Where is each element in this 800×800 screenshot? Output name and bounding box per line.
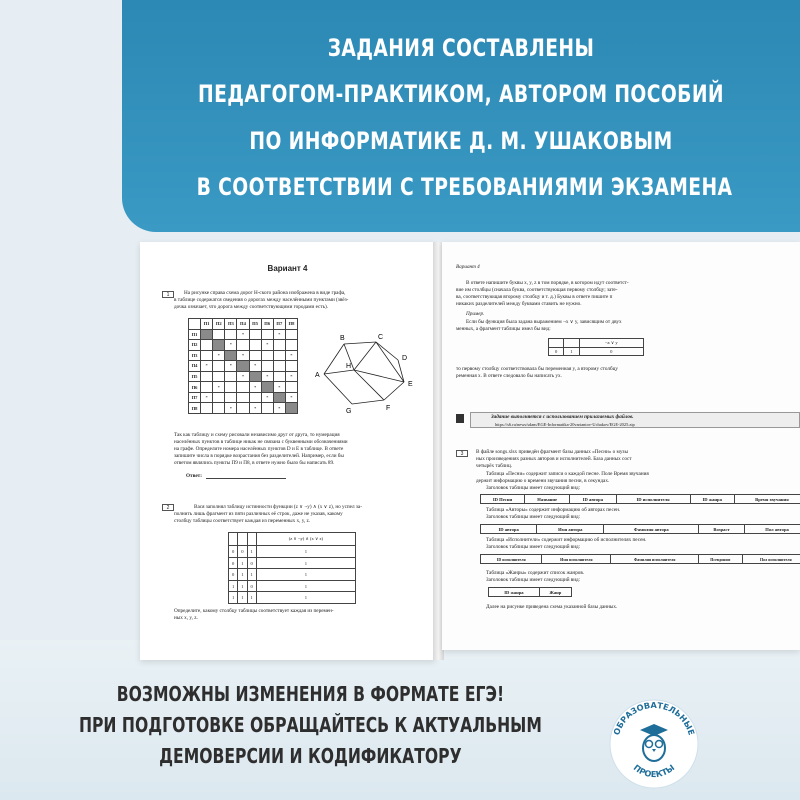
adj-cell xyxy=(261,361,273,372)
variant-title: Вариант 4 xyxy=(267,264,308,273)
task-1-desc-1: Так как таблицу и схему рисовали независимо друг от друга, то нумерация xyxy=(174,432,340,438)
header-cell: ID жанра xyxy=(690,495,734,504)
t2-text-2: Заголовок таблицы имеет следующий вид: xyxy=(486,514,581,520)
adj-cell xyxy=(213,340,225,351)
bottom-line-1: ВОЗМОЖНЫ ИЗМЕНЕНИЯ В ФОРМАТЕ ЕГЭ! xyxy=(116,682,505,706)
task-1-text-3: дочка означает, что дорога между соответствующими городами есть). xyxy=(174,304,328,310)
right-text2-2: ременная x. В ответе следовало бы написать yx. xyxy=(456,373,562,379)
adj-corner-cell xyxy=(189,319,201,330)
adj-cell xyxy=(273,340,285,351)
task-2-number: 2 xyxy=(162,504,174,511)
example-cell: 1 xyxy=(564,348,579,356)
adj-cell xyxy=(225,392,237,403)
adj-cell xyxy=(285,340,297,351)
header-cell: Пол автора xyxy=(745,525,800,534)
adj-cell xyxy=(201,371,213,382)
header-cell: Имя исполнителя xyxy=(542,555,611,564)
adj-cell: * xyxy=(249,382,261,393)
adj-cell xyxy=(213,371,225,382)
adj-cell xyxy=(285,382,297,393)
adj-cell: * xyxy=(225,361,237,372)
bottom-line-3: ДЕМОВЕРСИИ И КОДИФИКАТОРУ xyxy=(159,744,462,768)
task-1-desc-3: на графе. Определите номера населённых пунктов D и E в таблице. В ответе xyxy=(174,446,344,452)
adj-header-cell: П3 xyxy=(225,319,237,330)
authors-table-header xyxy=(480,524,800,534)
example-cell: 0 xyxy=(579,348,643,356)
banner-line-3: ПО ИНФОРМАТИКЕ Д. М. УШАКОВЫМ xyxy=(249,127,673,155)
example-text-1: Если бы функция была задана выражением ¬x ∨ y, зависящим от двух xyxy=(466,319,622,325)
truth-cell: 1 xyxy=(247,569,256,581)
adj-cell: * xyxy=(237,371,249,382)
header-cell: Время звучания xyxy=(734,495,800,504)
truth-cell: 0 xyxy=(229,546,238,558)
performers-table-header xyxy=(480,554,800,564)
task-3-footer: Далее на рисунке приведена схема указанной базы данных. xyxy=(486,604,618,610)
adj-cell: * xyxy=(285,392,297,403)
adj-header-cell: П7 xyxy=(273,319,285,330)
songs-table-header xyxy=(480,494,800,504)
adj-cell: * xyxy=(285,350,297,361)
adj-cell xyxy=(225,350,237,361)
t4-text-2: Заголовок таблицы имеет следующий вид: xyxy=(486,577,581,583)
adj-cell: * xyxy=(249,361,261,372)
task-1-number: 1 xyxy=(162,291,174,298)
t3-text-1: Таблица «Исполнители» содержит информацию об исполнителях песен. xyxy=(486,537,647,543)
task-2-desc-1: Определите, какому столбцу таблицы соответствует каждая из перемен- xyxy=(174,608,334,614)
adj-header-cell: П5 xyxy=(249,319,261,330)
adj-cell xyxy=(249,392,261,403)
logo-top-text: ОБРАЗОВАТЕЛЬНЫЕ xyxy=(611,699,697,737)
adj-cell: * xyxy=(213,350,225,361)
adj-header-cell: П6 xyxy=(261,319,273,330)
adj-cell xyxy=(213,403,225,414)
t1-text-1: Таблица «Песни» содержит записи о каждой песне. Поле Время звучания xyxy=(486,471,649,477)
adj-cell xyxy=(237,382,249,393)
adj-cell xyxy=(201,382,213,393)
adj-cell xyxy=(273,361,285,372)
truth-table xyxy=(228,532,356,604)
adj-cell xyxy=(225,329,237,340)
task-2-text-3: столбцу таблицы соответствует каждая из переменных x, y, z. xyxy=(174,518,311,524)
right-text-3: ва, соответствующая второму столбцу и т. д.) Буквы в ответе пишите п xyxy=(456,294,613,300)
task-1-answer-label: Ответ: xyxy=(186,473,202,479)
adj-row-label: П6 xyxy=(189,382,201,393)
header-cell: Возраст xyxy=(699,525,745,534)
adj-header-cell: П4 xyxy=(237,319,249,330)
adj-cell: * xyxy=(285,371,297,382)
adj-cell: * xyxy=(261,340,273,351)
node-a-label: A xyxy=(315,372,320,379)
adj-cell xyxy=(237,340,249,351)
truth-cell: 1 xyxy=(238,569,247,581)
header-cell: ID Песни xyxy=(481,495,525,504)
adj-cell xyxy=(261,350,273,361)
truth-cell: 0 xyxy=(229,569,238,581)
adj-cell: * xyxy=(225,340,237,351)
adj-cell xyxy=(213,361,225,372)
task-3-text-2: ных произведениях разных авторов и исполнителей. База данных сост xyxy=(476,456,632,462)
right-page xyxy=(442,242,800,650)
truth-table-header: (z ∨ ¬y) ∧ (x ∨ z) xyxy=(256,533,355,546)
t2-text-1: Таблица «Авторы» содержит информацию об авторах песен. xyxy=(486,507,621,513)
node-f-label: F xyxy=(386,405,391,412)
adj-row-label: П2 xyxy=(189,340,201,351)
adj-cell xyxy=(285,361,297,372)
notice-link[interactable]: https://s6.ru/news/sdam/EGE-Informatika-20variantov-Uchakov/EGE-2025.zip xyxy=(495,422,635,427)
t4-text-1: Таблица «Жанры» содержит список жанров. xyxy=(486,570,585,576)
adj-row-label: П4 xyxy=(189,361,201,372)
truth-cell: 1 xyxy=(229,580,238,592)
task-1-desc-2: населённых пунктов в таблице никак не связана с буквенными обозначениями xyxy=(174,439,348,445)
adj-cell xyxy=(273,392,285,403)
truth-cell: 1 xyxy=(256,580,355,592)
t1-text-2: держит информацию о времени звучания песни, в секундах. xyxy=(476,478,610,484)
truth-cell: 1 xyxy=(256,569,355,581)
adj-cell xyxy=(201,340,213,351)
truth-cell: 1 xyxy=(256,592,355,604)
adj-cell: * xyxy=(273,329,285,340)
example-table xyxy=(548,338,644,356)
adj-cell: * xyxy=(273,382,285,393)
adj-header-cell: П2 xyxy=(213,319,225,330)
example-cell: 0 xyxy=(549,348,564,356)
notice-box xyxy=(470,412,800,428)
truth-cell: 0 xyxy=(247,557,256,569)
adj-row-label: П1 xyxy=(189,329,201,340)
adj-cell xyxy=(249,340,261,351)
truth-cell: 1 xyxy=(256,557,355,569)
node-b-label: B xyxy=(340,335,345,342)
node-e-label: E xyxy=(408,381,413,388)
node-c-label: C xyxy=(378,334,384,341)
truth-cell: 0 xyxy=(238,546,247,558)
adj-cell xyxy=(261,382,273,393)
adj-cell xyxy=(213,329,225,340)
adj-row-label: П8 xyxy=(189,403,201,414)
example-text-2: менных, а фрагмент таблицы имел бы вид: xyxy=(456,326,551,332)
adj-cell: * xyxy=(237,329,249,340)
task-3-text-3: четырёх таблиц. xyxy=(476,463,513,469)
adj-cell xyxy=(237,361,249,372)
adj-cell: * xyxy=(249,403,261,414)
adj-row-label: П3 xyxy=(189,350,201,361)
adj-cell: * xyxy=(261,371,273,382)
adj-header-cell: П1 xyxy=(201,319,213,330)
adj-cell xyxy=(237,392,249,403)
adj-cell: * xyxy=(237,350,249,361)
header-cell: Фамилия автора xyxy=(604,525,699,534)
graph-edges xyxy=(324,342,404,404)
adj-cell: * xyxy=(273,403,285,414)
adj-header-cell: П8 xyxy=(285,319,297,330)
adj-cell xyxy=(201,403,213,414)
adj-cell xyxy=(285,329,297,340)
right-text-1: В ответе напишите буквы x, y, z в том порядке, в котором идут соответст- xyxy=(466,280,629,286)
header-cell: Название xyxy=(525,495,570,504)
task-1-desc-5: ответом являлись пункты П9 и П8, в ответе нужно было бы написать 89. xyxy=(174,460,335,466)
task-3-number: 3 xyxy=(456,450,468,457)
adj-cell xyxy=(201,350,213,361)
truth-cell: 1 xyxy=(247,592,256,604)
right-text-4: никаких разделителей между буквами ставить не нужно. xyxy=(456,301,582,307)
header-cell: Псевдоним xyxy=(698,555,742,564)
task-3-text-1: В файле songs.xlsx приведён фрагмент базы данных «Песни» о музы xyxy=(476,449,628,455)
task-1-desc-4: запишите числа в порядке возрастания без разделителей. Например, если бы xyxy=(174,453,344,459)
t3-text-2: Заголовок таблицы имеет следующий вид: xyxy=(486,544,581,550)
node-h-label: H xyxy=(346,363,352,370)
example-header: ¬x ∨ y xyxy=(579,339,643,348)
left-page xyxy=(140,242,435,660)
adj-cell xyxy=(249,329,261,340)
adj-cell xyxy=(201,329,213,340)
banner-line-2: ПЕДАГОГОМ-ПРАКТИКОМ, АВТОРОМ ПОСОБИЙ xyxy=(198,80,724,108)
adj-cell: * xyxy=(261,392,273,403)
banner-line-1: ЗАДАНИЯ СОСТАВЛЕНЫ xyxy=(327,34,595,62)
header-cell: ID исполнителя xyxy=(481,555,542,564)
adj-cell xyxy=(261,403,273,414)
header-cell: Фамилия исполнителя xyxy=(611,555,699,564)
publisher-logo xyxy=(604,692,704,792)
right-page-header: Вариант 4 xyxy=(456,264,480,270)
header-cell: ID жанра xyxy=(489,588,540,597)
truth-cell: 1 xyxy=(229,592,238,604)
truth-cell: 1 xyxy=(238,580,247,592)
truth-cell: 1 xyxy=(247,546,256,558)
truth-cell: 1 xyxy=(238,592,247,604)
banner-line-4: В СООТВЕТСТВИИ С ТРЕБОВАНИЯМИ ЭКЗАМЕНА xyxy=(196,173,733,201)
logo-bottom-text: ПРОЕКТЫ xyxy=(631,762,677,780)
adj-cell: * xyxy=(201,361,213,372)
t1-text-3: Заголовок таблицы имеет следующий вид: xyxy=(486,485,581,491)
right-text-2: вие им столбцы (сначала буква, соответствующая первому столбцу; зате- xyxy=(456,287,618,293)
bottom-line-2: ПРИ ПОДГОТОВКЕ ОБРАЩАЙТЕСЬ К АКТУАЛЬНЫМ xyxy=(78,713,542,737)
task-1-answer-line[interactable] xyxy=(206,478,286,479)
road-graph xyxy=(312,328,420,414)
adj-cell xyxy=(273,371,285,382)
adj-cell xyxy=(261,329,273,340)
open-book xyxy=(140,242,800,662)
header-cell: Жанр xyxy=(539,588,571,597)
truth-cell: 1 xyxy=(238,557,247,569)
node-d-label: D xyxy=(402,355,408,362)
header-cell: Пол исполнителя xyxy=(742,555,800,564)
adj-cell xyxy=(213,392,225,403)
right-text2-1: то первому столбцу соответствовала бы переменная y, а второму столбцу xyxy=(456,366,618,372)
adj-cell xyxy=(273,350,285,361)
adjacency-table xyxy=(188,318,298,414)
task-1-text-1: На рисунке справа схема дорог Н-ского района изображена в виде графа, xyxy=(184,290,346,296)
owl-icon xyxy=(640,724,668,761)
header-cell: ID исполнителя xyxy=(616,495,690,504)
truth-cell: 1 xyxy=(256,546,355,558)
task-1-text-2: в таблице содержатся сведения о дорогах между населёнными пунктами (звёз- xyxy=(174,297,349,303)
genres-table-header xyxy=(488,587,572,597)
adj-cell: * xyxy=(213,382,225,393)
adj-cell: * xyxy=(225,403,237,414)
adj-cell xyxy=(285,403,297,414)
header-cell: ID автора xyxy=(570,495,616,504)
adj-cell: * xyxy=(201,392,213,403)
task-2-text-1: Вася заполнял таблицу истинности функции (z ∨ ¬y) ∧ (x ∨ z), но успел за- xyxy=(194,504,362,510)
truth-cell: 0 xyxy=(247,580,256,592)
node-g-label: G xyxy=(346,408,352,414)
adj-cell xyxy=(237,403,249,414)
task-2-desc-2: ных x, y, z. xyxy=(174,615,198,621)
task-2-text-2: полнить лишь фрагмент из пяти различных её строк, даже не указав, какому xyxy=(174,511,343,517)
header-cell: Имя автора xyxy=(537,525,604,534)
adj-row-label: П7 xyxy=(189,392,201,403)
truth-cell: 0 xyxy=(229,557,238,569)
notice-text-1: Задание выполняется с использованием прилагаемых файлов. xyxy=(491,414,634,420)
adj-cell xyxy=(225,382,237,393)
adj-cell xyxy=(249,371,261,382)
file-icon xyxy=(456,414,464,423)
example-label: Пример. xyxy=(466,311,485,317)
adj-cell xyxy=(225,371,237,382)
top-banner xyxy=(122,0,800,232)
adj-row-label: П5 xyxy=(189,371,201,382)
header-cell: ID автора xyxy=(481,525,537,534)
adj-cell xyxy=(249,350,261,361)
